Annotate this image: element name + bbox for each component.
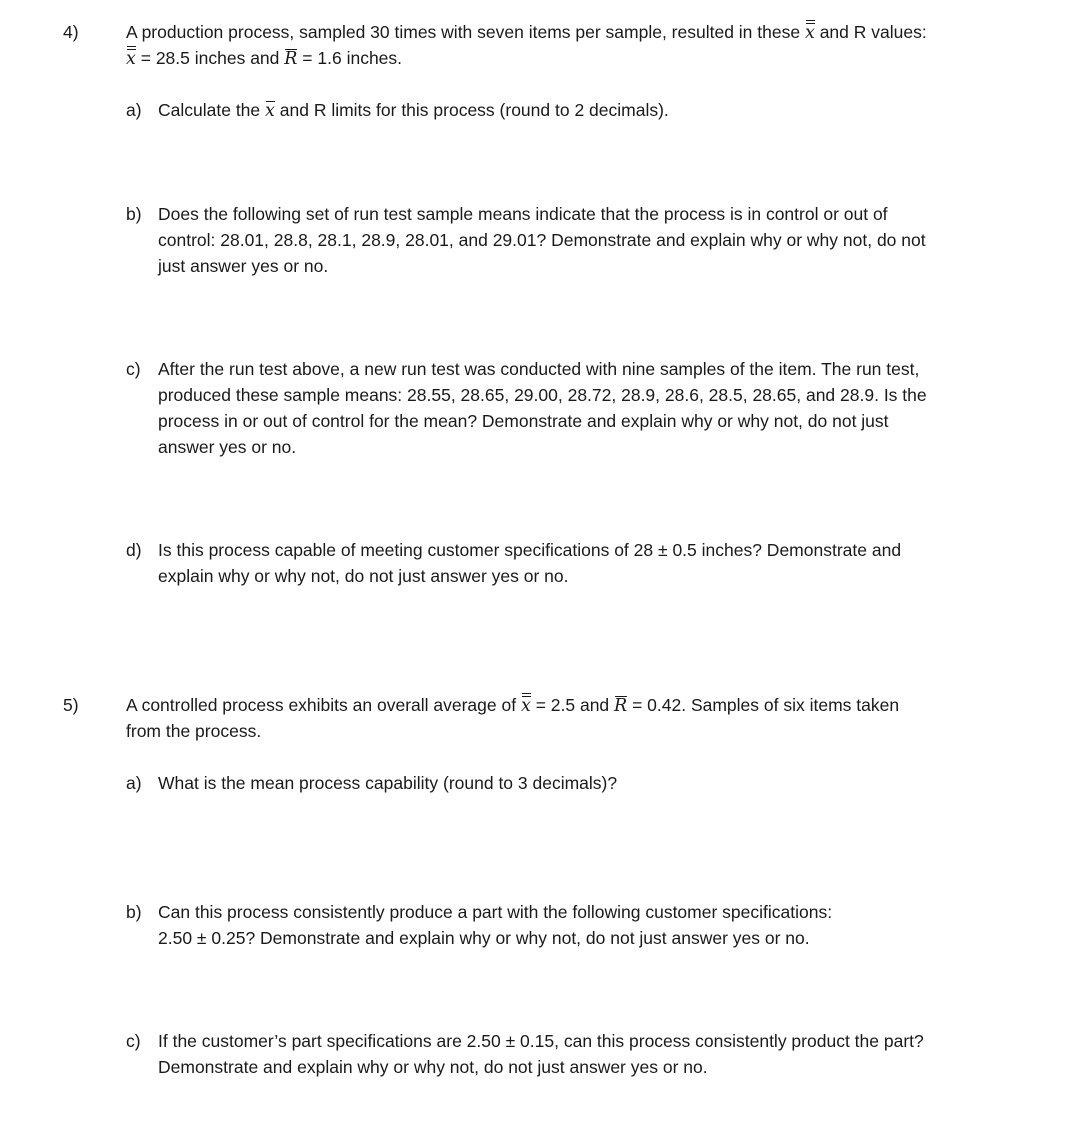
r-bar-symbol: R [614,696,628,716]
question-4c-text: After the run test above, a new run test was conducted with nine samples of the item. The run test, produced these sample means: 28.55, 28.65, 29.00, 28.72, 28.9, 28.6, 28.5, 28.65, and 28.9. Is the process in or out of control for the mean? Demonstrate and explain why or why not, do not just answer yes or no. [158,359,927,457]
question-5c-text: If the customer’s part specifications are 2.50 ± 0.15, can this process consistently product the part? Demonstrate and explain why or why not, do not just answer yes or no. [158,1031,924,1077]
x-double-bar-symbol: x [521,698,531,716]
x-double-bar-symbol: x [805,25,815,43]
question-4d-text: Is this process capable of meeting customer specifications of 28 ± 0.5 inches? Demonstrate and explain why or why not, do not just answer yes or no. [158,540,902,586]
question-5-number: 5) [63,695,79,715]
question-4-stem [126,19,1026,71]
question-4b-letter: b) [126,204,142,224]
question-4d-letter: d) [126,540,142,560]
question-4-stem-line-1: A production process, sampled 30 times with seven items per sample, resulted in these x and R values: [126,22,927,43]
question-5b-letter: b) [126,902,142,922]
question-5a-letter: a) [126,773,142,793]
question-4c-letter: c) [126,359,141,379]
question-5a-text: What is the mean process capability (round to 3 decimals)? [158,773,618,793]
question-5c-letter: c) [126,1031,141,1051]
question-5-stem-line-1: A controlled process exhibits an overall average of x = 2.5 and R = 0.42. Samples of six items taken [126,695,900,716]
question-4b-text: Does the following set of run test sample means indicate that the process is in control or out of control: 28.01, 28.8, 28.1, 28.9, 28.01, and 29.01? Demonstrate and explain why or why not, do not just answer yes or no. [158,204,926,276]
x-double-bar-symbol: x [126,51,136,69]
question-4a-text: Calculate the x and R limits for this process (round to 2 decimals). [158,100,669,121]
question-5b-text: Can this process consistently produce a part with the following customer specifications: 2.50 ± 0.25? Demonstrate and explain why or why not, do not just answer yes or no. [158,902,833,948]
question-4-stem-line-2: x = 28.5 inches and R = 1.6 inches. [126,48,403,69]
question-5-stem [126,692,1026,744]
x-bar-symbol: x [265,101,275,121]
question-4-number: 4) [63,22,79,42]
question-5-stem-line-2: from the process. [126,721,262,741]
question-4a-letter: a) [126,100,142,120]
r-bar-symbol: R [284,49,298,69]
